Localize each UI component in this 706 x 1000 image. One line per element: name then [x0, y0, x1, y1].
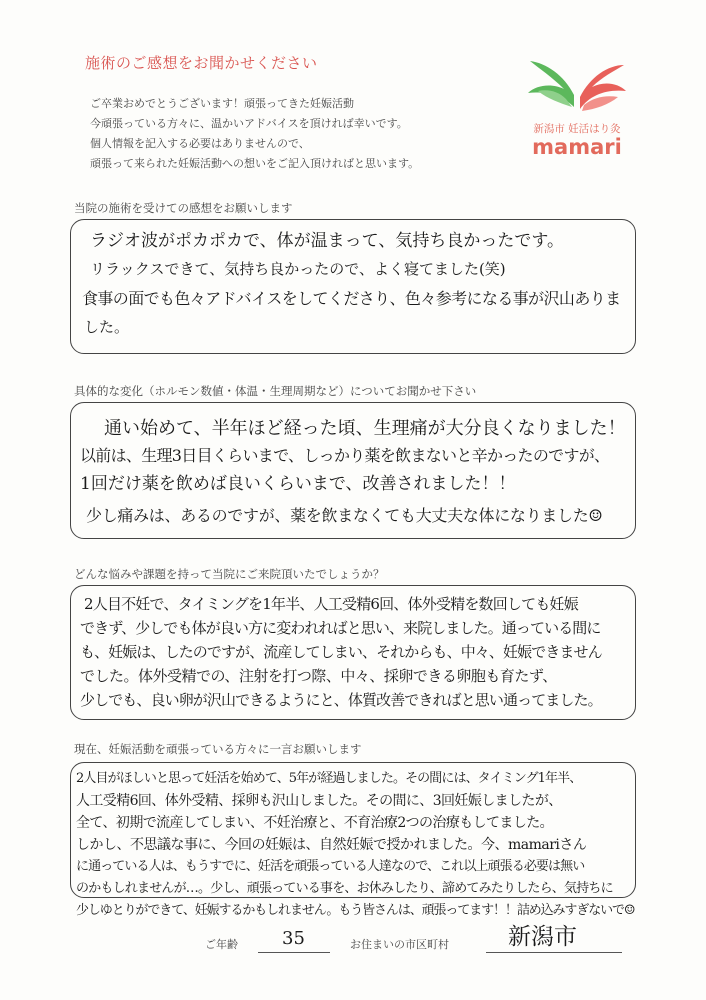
answer-4-line: 少しゆとりができて、妊娠するかもしれません。もう皆さんは、頑張ってます！！詰め込みすぎないで☺ [76, 903, 635, 918]
answer-3-line: 少しでも、良い卵が沢山できるようにと、体質改善できればと思い通ってました。 [80, 691, 602, 709]
question-3-label: どんな悩みや課題を持って当院にご来院頂いたでしょうか？ [74, 567, 385, 581]
city-underline [486, 952, 622, 953]
answer-4-line: 人工受精6回、体外受精、採卵も沢山しました。その間に、3回妊娠しましたが、 [76, 793, 562, 809]
age-label: ご年齢 [205, 938, 238, 951]
city-value: 新潟市 [508, 924, 577, 950]
city-label: お住まいの市区町村 [350, 938, 449, 951]
logo-subtitle: 新潟市 妊活はり灸 [533, 123, 621, 135]
answer-2-line: 少し痛みは、あるのですが、薬を飲まなくても大丈夫な体になりました☺ [86, 506, 603, 525]
answer-1-line: した。 [84, 318, 130, 336]
answer-1-line: 食事の面でも色々アドバイスをしてくださり、色々参考になる事が沢山ありま [82, 289, 621, 308]
age-underline [258, 952, 330, 953]
intro-line: 個人情報を記入する必要はありませんので、 [90, 137, 310, 150]
logo-brand: mamari [532, 135, 622, 159]
intro-line: ご卒業おめでとうございます！頑張ってきた妊娠活動 [90, 97, 354, 110]
answer-3-line: でした。体外受精での、注射を打つ際、中々、採卵できる卵胞も育たず、 [80, 667, 557, 685]
answer-4-line: しかし、不思議な事に、今回の妊娠は、自然妊娠で授かれました。今、mamariさん [76, 837, 587, 853]
question-2-label: 具体的な変化（ホルモン数値・体温・生理周期など）についてお聞かせ下さい [74, 384, 477, 398]
answer-4-line: 2人目がほしいと思って妊活を始めて、5年が経過しました。その間には、タイミング1年半、 [76, 771, 582, 786]
question-4-label: 現在、妊娠活動を頑張っている方々に一言お願いします [74, 742, 362, 756]
answer-4-line: に通っている人は、もうすでに、妊活を頑張っている人達なので、これ以上頑張る必要は無い [76, 859, 585, 874]
intro-line: 頑張って来られた妊娠活動への想いをご記入頂ければと思います。 [90, 157, 420, 170]
clinic-logo [512, 55, 642, 165]
answer-2-line: 1回だけ薬を飲めば良いくらいまで、改善されました！！ [80, 474, 516, 494]
intro-line: 今頑張っている方々に、温かいアドバイスを頂ければ幸いです。 [90, 117, 408, 130]
wings-icon [522, 55, 632, 117]
intro-text [90, 94, 419, 174]
answer-4-line: のかもしれませんが…。少し、頑張っている事を、お休みしたり、諦めてみたりしたら、気持ちに [76, 881, 613, 896]
answer-3-line: も、妊娠は、したのですが、流産してしまい、それからも、中々、妊娠できません [80, 643, 602, 661]
answer-2-line: 通い始めて、半年ほど経った頃、生理痛が大分良くなりました！ [104, 418, 626, 439]
form-title: 施術のご感想をお聞かせください [85, 54, 318, 72]
answer-2-line: 以前は、生理3日目くらいまで、しっかり薬を飲まないと辛かったのですが、 [80, 446, 610, 465]
answer-4-line: 全て、初期で流産してしまい、不妊治療と、不育治療2つの治療もしてました。 [76, 815, 554, 831]
answer-3-line: できず、少しでも体が良い方に変われればと思い、来院しました。通っている間に [80, 619, 601, 637]
answer-3-line: 2人目不妊で、タイミングを1年半、人工受精6回、体外受精を数回しても妊娠 [84, 595, 578, 613]
answer-1-line: リラックスできて、気持ち良かったので、よく寝てました(笑) [90, 260, 506, 278]
question-1-label: 当院の施術を受けての感想をお願いします [74, 201, 293, 215]
answer-1-line: ラジオ波がポカポカで、体が温まって、気持ち良かったです。 [90, 231, 564, 251]
age-value: 35 [282, 928, 305, 949]
